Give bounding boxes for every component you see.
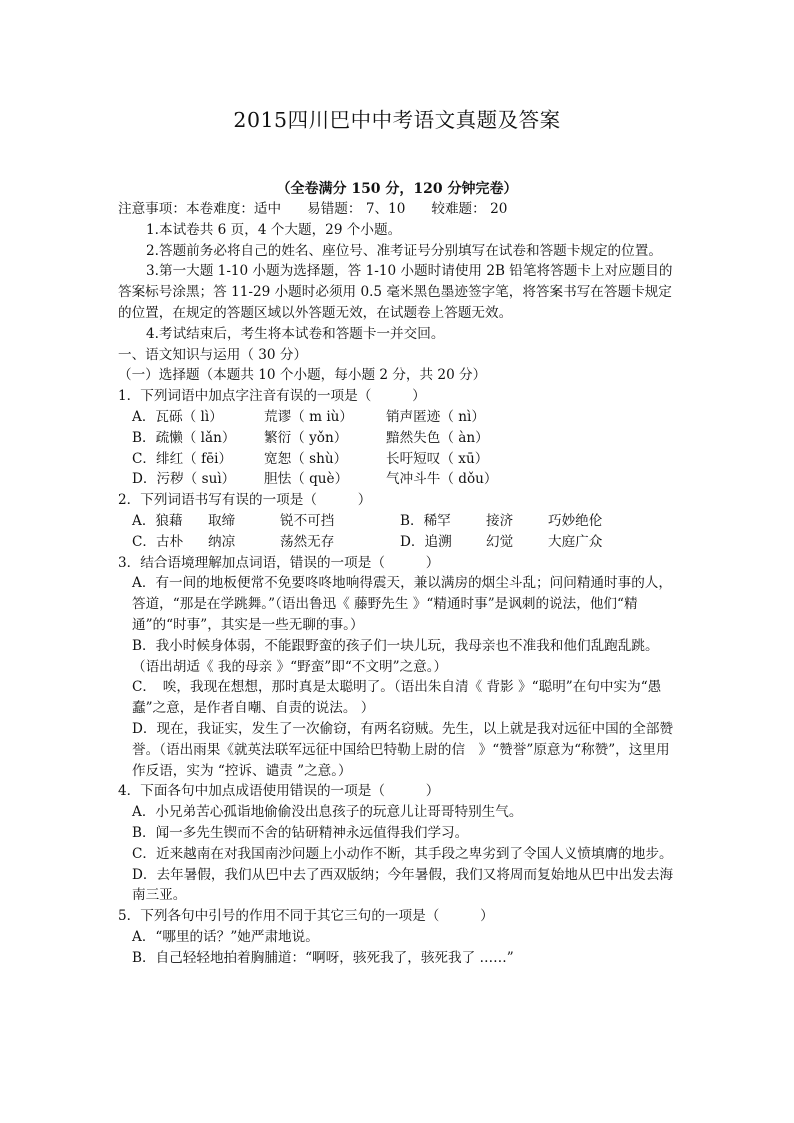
q1-option: 荒谬（ m iù） bbox=[264, 408, 354, 425]
q2-word: 取缔 bbox=[208, 512, 236, 529]
q5-option-a: A．“哪里的话？”她严肃地说。 bbox=[132, 928, 319, 945]
q2-word: 大庭广众 bbox=[548, 533, 603, 550]
section-heading: 一、语文知识与运用（ 30 分） bbox=[118, 346, 308, 363]
notice-line bbox=[118, 199, 678, 220]
q2-word: 幻觉 bbox=[486, 533, 514, 550]
notice-easy: 易错题： 7、10 bbox=[307, 201, 406, 217]
q2-word: 巧妙绝伦 bbox=[548, 512, 603, 529]
question-5-stem: 5．下列各句中引号的作用不同于其它三句的一项是（ ） bbox=[118, 908, 494, 925]
q5-option-b: B．自己轻轻地拍着胸脯道：“啊呀，骇死我了，骇死我了 ……” bbox=[132, 949, 514, 966]
instruction-4: 4.考试结束后，考生将本试卷和答题卡一并交回。 bbox=[146, 325, 445, 342]
q2-word: A．狼藉 bbox=[132, 512, 183, 529]
page-title: 2015四川巴中中考语文真题及答案 bbox=[233, 108, 561, 132]
q1-option: A．瓦砾（ lì） bbox=[132, 408, 223, 425]
question-3-stem: 3．结合语境理解加点词语，错误的一项是（ ） bbox=[118, 554, 440, 571]
q2-word: 锐不可挡 bbox=[280, 512, 335, 529]
q2-word: D．追溯 bbox=[400, 533, 452, 550]
q4-option-c: C．近来越南在对我国南沙问题上小动作不断，其手段之卑劣到了令国人义愤填膺的地步。 bbox=[132, 845, 673, 862]
q1-option: 繁衍（ yǒn） bbox=[264, 429, 348, 446]
q3-option-b: B．我小时候身体弱，不能跟野蛮的孩子们一块儿玩，我母亲也不准我和他们乱跑乱跳。（语出胡适《 我的母亲 》“野蛮”即“不文明”之意。） bbox=[132, 637, 659, 675]
q1-option: 气冲斗牛（ dǒu） bbox=[386, 471, 498, 488]
q1-option-row bbox=[118, 428, 678, 449]
exam-subtitle: （全卷满分 150 分，120 分钟完卷） bbox=[276, 181, 518, 197]
q1-option: B．疏懒（ lǎn） bbox=[132, 429, 236, 446]
exam-body bbox=[118, 199, 678, 968]
q1-option: 销声匿迹（ nì） bbox=[386, 408, 485, 425]
question-1-stem: 1．下列词语中加点字注音有误的一项是（ ） bbox=[118, 388, 426, 405]
q1-option: 宽恕（ shù） bbox=[264, 450, 348, 467]
q4-option-d: D．去年暑假，我们从巴中去了西双版纳；今年暑假，我们又将周而复始地从巴中出发去海南三亚。 bbox=[132, 866, 674, 904]
q3-option-d: D．现在，我证实，发生了一次偷窃，有两名窃贼。先生，以上就是我对远征中国的全部赞誉。（语出雨果《就英法联军远征中国给巴特勒上尉的信 》“赞誉”原意为“称赞”，这里用作反语，实为 “控诉、谴责 ”之意。） bbox=[132, 720, 674, 779]
part-heading: （一）选择题（本题共 10 个小题，每小题 2 分，共 20 分） bbox=[118, 367, 487, 384]
q1-option: 黯然失色（ àn） bbox=[386, 429, 489, 446]
q3-option-a: A．有一间的地板便常不免要咚咚地响得震天，兼以满房的烟尘斗乱；问问精通时事的人，答道，“那是在学跳舞。”（语出鲁迅《 藤野先生 》“精通时事”是讽刺的说法，他们“精通”的“时事”，其实是一些无聊的事。） bbox=[132, 575, 672, 633]
instruction-1: 1.本试卷共 6 页，4 个大题，29 个小题。 bbox=[146, 221, 402, 238]
q1-option-row bbox=[118, 407, 678, 428]
q2-word: 接济 bbox=[486, 512, 514, 529]
q4-option-b: B．闻一多先生锲而不舍的钻研精神永远值得我们学习。 bbox=[132, 824, 469, 841]
q2-option-row bbox=[118, 511, 678, 532]
notice-hard: 较难题： 20 bbox=[431, 201, 508, 217]
q2-word: 纳凉 bbox=[208, 533, 236, 550]
notice-difficulty: 注意事项：本卷难度：适中 bbox=[118, 201, 282, 217]
q2-word: C．古朴 bbox=[132, 533, 184, 550]
question-4-stem: 4．下面各句中加点成语使用错误的一项是（ ） bbox=[118, 783, 440, 800]
q1-option: 长吁短叹（ xū） bbox=[386, 450, 489, 467]
q3-option-c: C． 唉，我现在想想，那时真是太聪明了。（语出朱自清《 背影 》“聪明”在句中实为“愚蠢”之意，是作者自嘲、自责的说法。 ） bbox=[132, 679, 662, 717]
q2-word: B．稀罕 bbox=[400, 512, 451, 529]
q1-option: C．绯红（ fēi） bbox=[132, 450, 233, 467]
instruction-3: 3.第一大题 1-10 小题为选择题，答 1-10 小题时请使用 2B 铅笔将答题卡上对应题目的答案标号涂黑；答 11-29 小题时必须用 0.5 毫米黑色墨迹签字笔，将答案书写在答题卡规定的位置，在规定的答题区域以外答题无效，在试题卷上答题无效。 bbox=[118, 263, 673, 321]
q4-option-a: A．小兄弟苦心孤诣地偷偷没出息孩子的玩意儿让哥哥特别生气。 bbox=[132, 804, 523, 821]
q1-option: D．污秽（ suì） bbox=[132, 471, 236, 488]
q1-option: 胆怯（ què） bbox=[264, 471, 349, 488]
instruction-2: 2.答题前务必将自己的姓名、座位号、准考证号分别填写在试卷和答题卡规定的位置。 bbox=[146, 242, 662, 259]
q2-option-row bbox=[118, 532, 678, 553]
q1-option-row bbox=[118, 469, 678, 490]
q1-option-row bbox=[118, 449, 678, 470]
question-2-stem: 2．下列词语书写有误的一项是（ ） bbox=[118, 492, 372, 509]
q2-word: 荡然无存 bbox=[280, 533, 335, 550]
